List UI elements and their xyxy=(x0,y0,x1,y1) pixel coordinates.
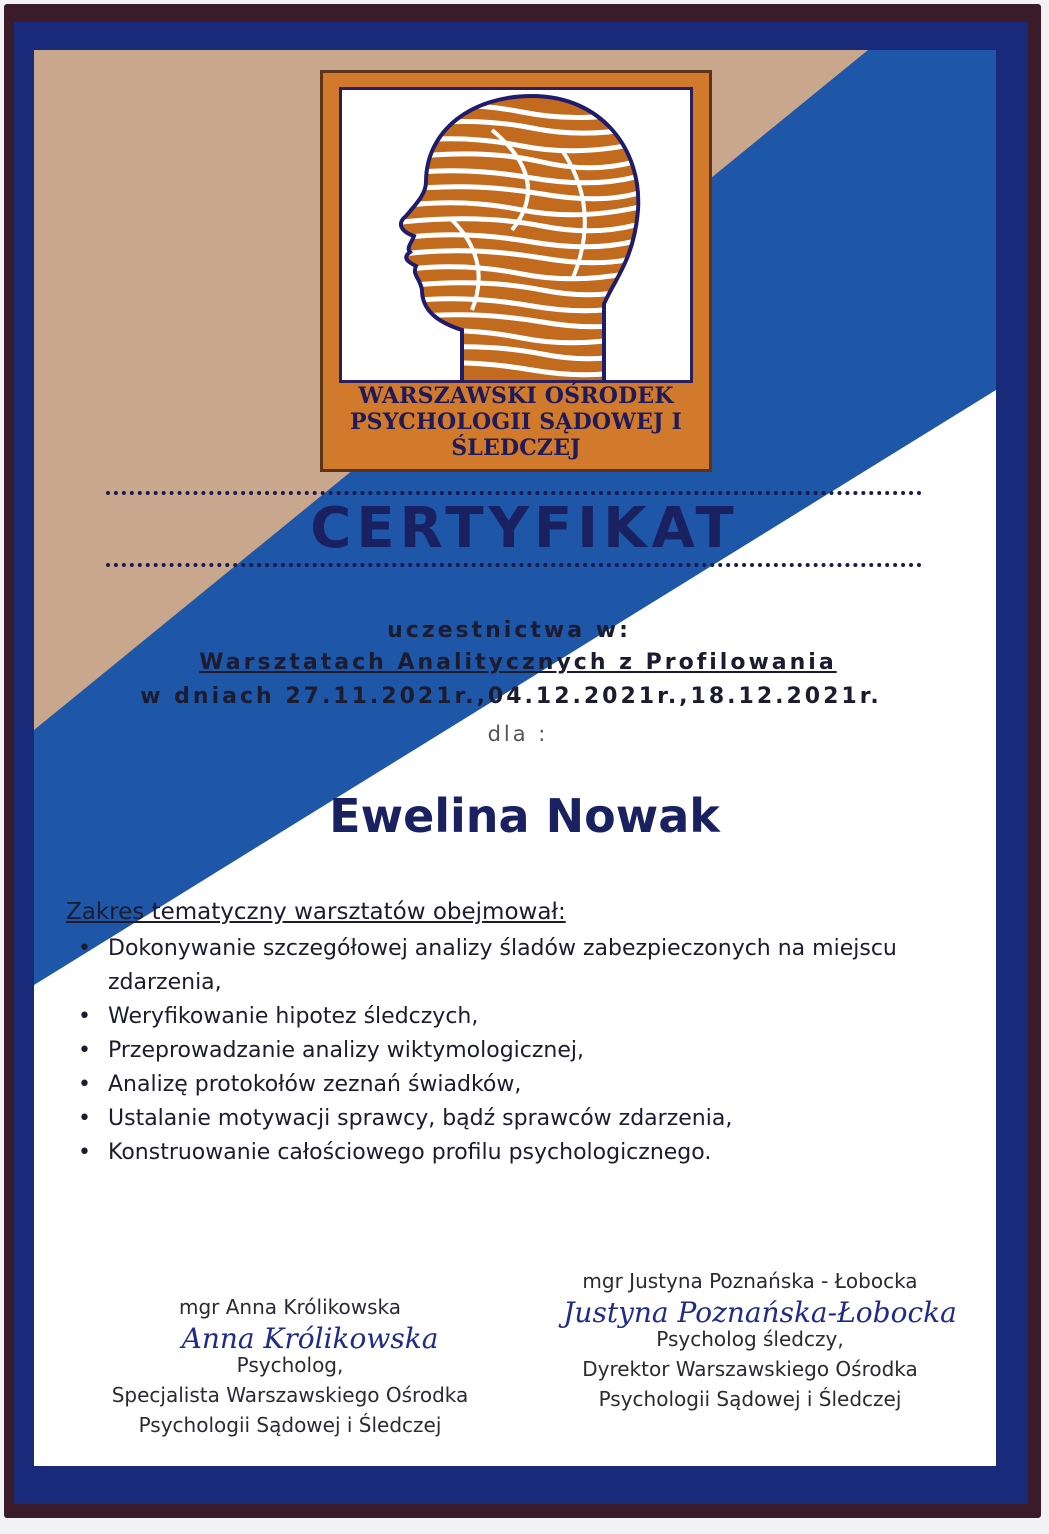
scope-item: • Przeprowadzanie analizy wiktymologicznej, xyxy=(72,1034,972,1068)
signature-block-left xyxy=(60,1292,520,1440)
certificate-title: CERTYFIKAT xyxy=(310,496,739,561)
signer-role: Dyrektor Warszawskiego Ośrodka xyxy=(582,1357,918,1381)
logo-line-3: ŚLEDCZEJ xyxy=(451,435,581,461)
logo-image-panel xyxy=(339,87,693,383)
signer-name: mgr Justyna Poznańska - Łobocka xyxy=(582,1269,918,1293)
logo-text xyxy=(323,383,709,461)
logo xyxy=(320,70,712,472)
signer-role: Specjalista Warszawskiego Ośrodka xyxy=(111,1383,469,1407)
workshop-dates: w dniach 27.11.2021r.,04.12.2021r.,18.12.2021r. xyxy=(140,684,882,709)
signer-name: mgr Anna Królikowska xyxy=(178,1295,402,1319)
scope-item: • Weryfikowanie hipotez śledczych, xyxy=(72,1000,972,1034)
scope-item: • Analizę protokołów zeznań świadków, xyxy=(72,1068,972,1102)
signer-role: Psycholog śledczy, xyxy=(656,1327,844,1351)
signature-block-right xyxy=(520,1266,980,1414)
for-label: dla : xyxy=(487,722,549,746)
signer-role: Psychologii Sądowej i Śledczej xyxy=(138,1413,442,1437)
scope-item: • Konstruowanie całościowego profilu psychologicznego. xyxy=(72,1136,972,1170)
signer-role: Psycholog, xyxy=(236,1353,344,1377)
logo-line-2: PSYCHOLOGII SĄDOWEJ I xyxy=(349,409,683,435)
fingerprint-head-icon xyxy=(342,90,690,380)
handwritten-signature: Justyna Poznańska-Łobocka xyxy=(563,1296,957,1329)
scope-list xyxy=(72,932,972,1170)
workshop-title: Warsztatach Analitycznych z Profilowania xyxy=(199,650,837,675)
logo-line-1: WARSZAWSKI OŚRODEK xyxy=(358,383,674,409)
signer-role: Psychologii Sądowej i Śledczej xyxy=(598,1387,902,1411)
handwritten-signature: Anna Królikowska xyxy=(181,1322,439,1355)
dotted-divider-bottom xyxy=(106,563,922,567)
scope-item: • Ustalanie motywacji sprawcy, bądź sprawców zdarzenia, xyxy=(72,1102,972,1136)
participation-line: uczestnictwa w: xyxy=(387,618,631,643)
recipient-name: Ewelina Nowak xyxy=(329,789,720,843)
scope-item: • Dokonywanie szczegółowej analizy śladów zabezpieczonych na miejscu zdarzenia, xyxy=(72,932,972,1000)
scope-heading: Zakres tematyczny warsztatów obejmował: xyxy=(66,899,566,925)
